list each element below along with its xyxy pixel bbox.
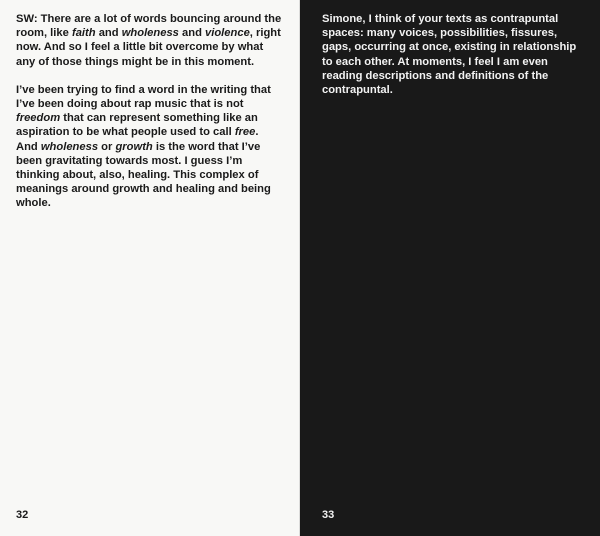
text-run: and	[95, 27, 122, 40]
right-page	[300, 0, 600, 536]
right-page-number: 33	[322, 508, 335, 521]
emphasized-word: faith	[71, 27, 96, 40]
left-paragraph-1	[16, 12, 282, 69]
emphasized-word: free	[234, 126, 256, 139]
text-run: is the word that I’ve been gravitating towards most. I guess I’m thinking about, also, healing. This complex of meanings around growth and healing and being whole.	[16, 140, 271, 210]
emphasized-word: wholeness	[121, 27, 179, 40]
emphasized-word: wholeness	[40, 140, 99, 153]
text-run: I’ve been trying to find a word in the writing that I’ve been doing about rap music that is not	[16, 83, 271, 111]
text-run: , right now. And so I feel a little bit overcome by what any of those things might be in this moment.	[16, 27, 281, 68]
right-paragraph-1: Simone, I think of your texts as contrapuntal spaces: many voices, possibilities, fissures, gaps, occurring at once, existing in relationship to each other. At moments, I feel I am even reading descriptions and definitions of the contrapuntal.	[322, 13, 577, 97]
text-run: . And	[16, 126, 259, 153]
page-gutter	[299, 0, 301, 536]
emphasized-word: freedom	[16, 112, 61, 125]
left-paragraph-2	[16, 83, 282, 211]
emphasized-word: growth	[115, 140, 153, 153]
text-run: SW: There are a lot of words bouncing around the room, like	[16, 13, 282, 40]
text-run: or	[98, 140, 116, 153]
text-run: that can represent something like an aspiration to be what people used to call	[16, 112, 258, 139]
emphasized-word: violence	[205, 27, 250, 40]
left-page-number: 32	[16, 508, 29, 521]
text-run: and	[178, 27, 206, 40]
